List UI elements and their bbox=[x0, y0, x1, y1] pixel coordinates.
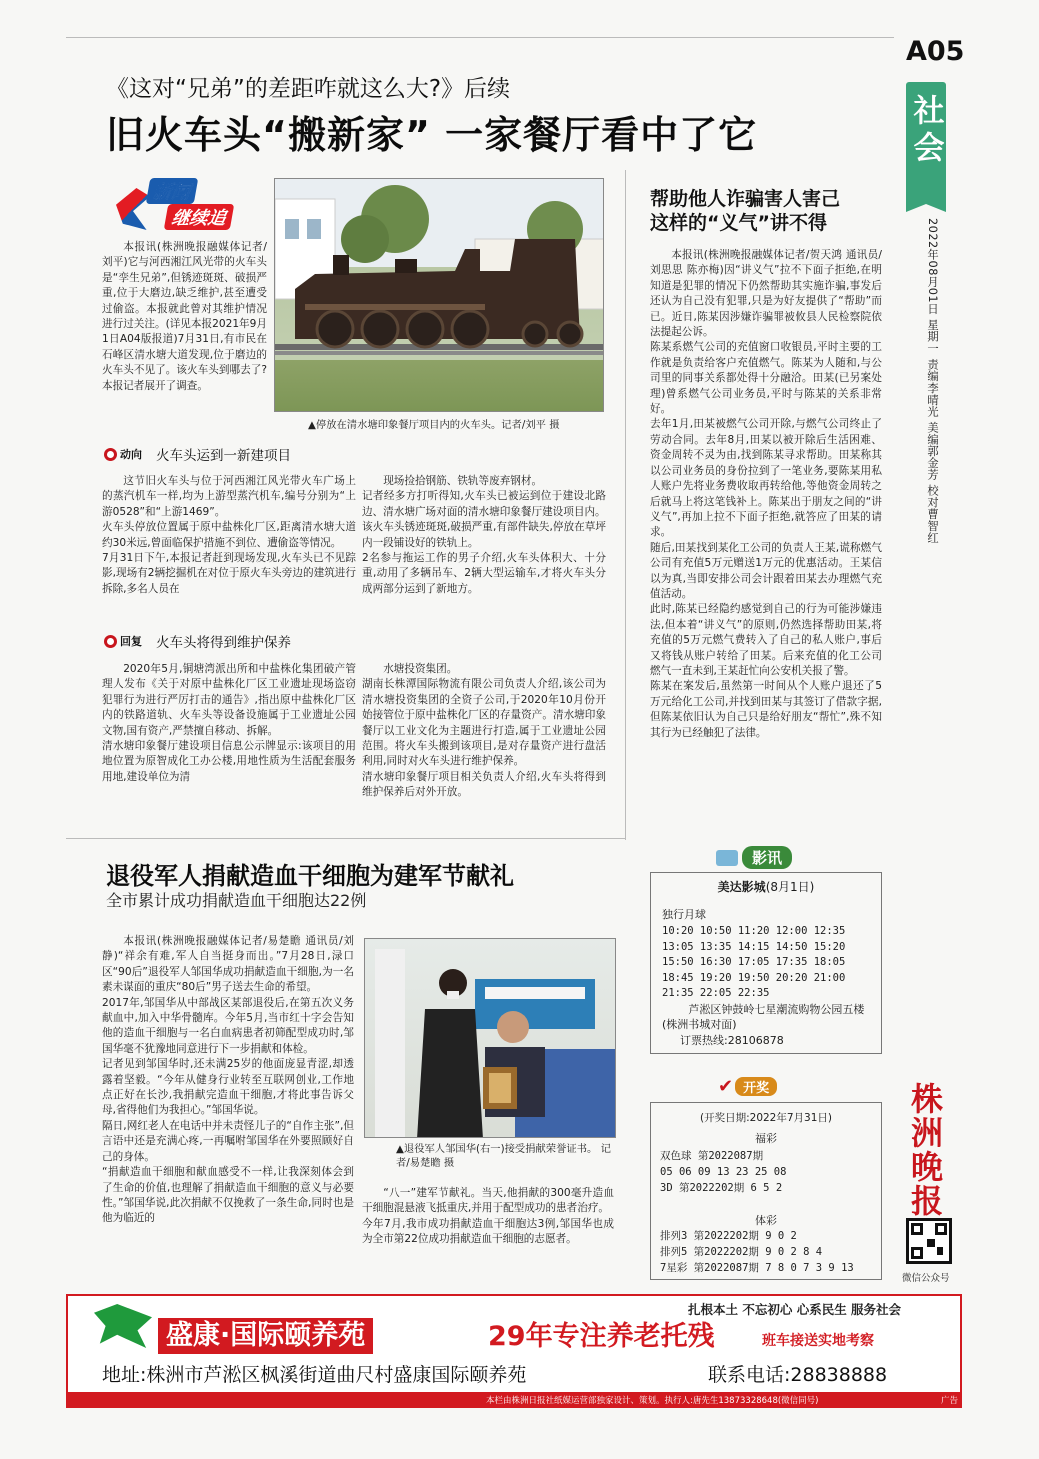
right-headline-1: 帮助他人诈骗害人害己 bbox=[650, 188, 841, 210]
ticai-line: 7星彩 第2022087期 7 8 0 7 3 9 13 bbox=[660, 1262, 854, 1274]
veteran-col2: “八一”建军节献礼。当天,他捐献的300毫升造血干细胞混悬液飞抵重庆,并用于配型成功的患者治疗。 今年7月,我市成功捐献造血干细胞达3例,邹国华也成为全市第22位成功捐献造血干细胞的志愿者。 bbox=[362, 1187, 614, 1246]
trend-badge bbox=[104, 446, 142, 462]
column-divider bbox=[625, 170, 626, 840]
cinema-name: 美达影城 bbox=[717, 880, 766, 894]
section-label: 社会 bbox=[907, 94, 944, 168]
ad-tag: 广告 bbox=[940, 1396, 958, 1406]
veteran-photo bbox=[364, 938, 616, 1138]
badge-line1: 新闻 bbox=[146, 178, 199, 204]
news-follow-badge bbox=[110, 176, 245, 236]
section-tab-tail bbox=[906, 204, 946, 212]
locomotive-illustration bbox=[275, 179, 604, 412]
checkmark-icon: ✔ bbox=[718, 1076, 734, 1097]
cinema-hotline: 订票热线:28106878 bbox=[680, 1034, 784, 1047]
subhead-trend bbox=[104, 444, 291, 464]
showtime-row: 15:50 16:30 17:05 17:35 18:05 bbox=[662, 956, 846, 968]
ad-address: 地址:株洲市芦淞区枫溪街道曲尺村盛康国际颐养苑 bbox=[102, 1364, 527, 1386]
veteran-headline: 退役军人捐献造血干细胞为建军节献礼 bbox=[106, 862, 514, 890]
right-headline-2: 这样的“义气”讲不得 bbox=[650, 212, 827, 234]
showtime-row: 18:45 19:20 19:50 20:20 21:00 bbox=[662, 971, 846, 984]
subhead-reply bbox=[104, 631, 291, 651]
ad-small: 班车接送实地考察 bbox=[762, 1333, 874, 1349]
showtime-row: 21:35 22:05 22:35 bbox=[662, 987, 770, 999]
ad-phone: 联系电话:28838888 bbox=[708, 1364, 888, 1386]
veteran-illustration bbox=[365, 939, 616, 1138]
fucai-lines bbox=[660, 1148, 786, 1196]
cinema-address: 芦淞区钟鼓岭七星潮流购物公园五楼(株洲书城对面) bbox=[662, 1003, 865, 1031]
fucai-title: 福彩 bbox=[755, 1132, 777, 1145]
cinema-name-line bbox=[650, 878, 882, 895]
trend-title: 火车头运到一新建项目 bbox=[156, 448, 291, 464]
lottery-tag bbox=[718, 1076, 777, 1097]
right-body: 本报讯(株洲晚报融媒体记者/贺天鸿 通讯员/刘思思 陈亦梅)因“讲义气”拉不下面子拒绝,在明知道是犯罪的情况下仍然帮助其实施诈骗,事发后还认为自己没有犯罪,只是为好友提供了“帮助”而已。近日,陈某因涉嫌诈骗罪被攸县人民检察院依法提起公诉。 陈某系燃气公司的充值窗口收银员,平时主要的工作就是负责给客户充值燃气。陈某为人随和,与公司里的同事关系都处得十分融洽。田某(已另案处理)曾系燃气公司业务员,平时与陈某的关系非常好。 去年1月,田某被燃气公司开除,与燃气公司终止了劳动合同。去年8月,田某以被开除后生活困难、资金周转不灵为由,找到陈某寻求帮助。田某称其以公司业务员的身份拉到了一笔业务,要陈某用私人账户先将业务费收取再转给他,等他资金周转之后就马上将这笔钱补上。陈某出于朋友之间的“讲义气”,再加上拉不下面子拒绝,就答应了田某的请求。 随后,田某找到某化工公司的负责人王某,谎称燃气公司有充值5万元赠送1万元的优惠活动。王某信以为真,当即安排公司会计跟着田某去办理燃气充值活动。 此时,陈某已经隐约感觉到自己的行为可能涉嫌违法,但本着“讲义气”的原则,仍然选择帮助田某,将充值的5万元燃气费转入了自己的私人账户,事后又将钱从账户转给了田某。后来充值的化工公司燃气一直未到,王某赶忙向公安机关报了警。 陈某在案发后,虽然第一时间从个人账户退还了5万元给化工公司,并找到田某与其签订了借款字据,但陈某依旧认为自己只是给好朋友“帮忙”,殊不知其行为已经触犯了法律。 bbox=[650, 249, 882, 739]
cinema-film: 独行月球 bbox=[662, 908, 706, 921]
badge-line2: 继续追 bbox=[164, 204, 235, 230]
cinema-tag bbox=[716, 846, 792, 869]
cinema-date: (8月1日) bbox=[765, 880, 815, 894]
locomotive-photo bbox=[274, 178, 604, 412]
paper-logo: 株洲晚报 bbox=[906, 1082, 944, 1218]
ticai-line: 排列3 第2022202期 9 0 2 bbox=[660, 1230, 797, 1242]
veteran-subhead: 全市累计成功捐献造血干细胞达22例 bbox=[106, 891, 367, 910]
lead-kicker: 《这对“兄弟”的差距咋就这么大?》后续 bbox=[106, 76, 511, 102]
lottery-date: (开奖日期:2022年7月31日) bbox=[700, 1112, 832, 1124]
red-circle-icon bbox=[104, 635, 117, 648]
showtime-row: 10:20 10:50 11:20 12:00 12:35 bbox=[662, 925, 846, 937]
ticai-lines bbox=[660, 1228, 854, 1276]
fucai-line: 05 06 09 13 23 25 08 bbox=[660, 1166, 787, 1178]
veteran-rule bbox=[66, 838, 626, 839]
reply-badge bbox=[104, 633, 142, 649]
cinema-tag-label: 影讯 bbox=[742, 846, 792, 869]
ticai-title: 体彩 bbox=[755, 1214, 777, 1227]
lottery-tag-label: 开奖 bbox=[735, 1077, 777, 1096]
lead-s2-col1: 2020年5月,铜塘湾派出所和中盐株化集团破产管理人发布《关于对原中盐株化厂区工业遗址现场盗窃犯罪行为进行严厉打击的通告》,指出原中盐株化厂区内的铁路道轨、火车头等设备设施属于工业遗址公园文物,国有资产,严禁擅自移动、拆解。 清水塘印象餐厅建设项目信息公示牌显示:该项目的用地位置为原智成化工办公楼,用地性质为生活配套服务用地,建设单位为清 bbox=[102, 663, 356, 783]
showtime-row: 13:05 13:35 14:15 14:50 15:20 bbox=[662, 940, 846, 953]
locomotive-photo-caption: ▲停放在清水塘印象餐厅项目内的火车头。记者/刘平 摄 bbox=[308, 419, 560, 431]
ticai-line: 排列5 第2022202期 9 0 2 8 4 bbox=[660, 1246, 823, 1258]
page-number: A05 bbox=[906, 36, 965, 67]
fucai-line: 3D 第2022202期 6 5 2 bbox=[660, 1182, 783, 1194]
trend-badge-label: 动向 bbox=[120, 448, 142, 461]
lead-s1-col1: 这节旧火车头与位于河西湘江风光带火车广场上的蒸汽机车一样,均为上游型蒸汽机车,编号分别为“上游0528”和“上游1469”。 火车头停放位置属于原中盐株化厂区,距离清水塘大道约30米远,曾面临保护措施不到位、遭偷盗等情况。 7月31日下午,本报记者赶到现场发现,火车头已不见踪影,现场有2辆挖掘机在对位于原火车头旁边的建筑进行拆除,多名人员在 bbox=[102, 475, 356, 595]
lead-intro: 本报讯(株洲晚报融媒体记者/刘平)它与河西湘江风光带的火车头是“孪生兄弟”,但锈迹斑斑、破损严重,位于大磨边,缺乏维护,甚至遭受过偷盗。本报就此曾对其维护情况进行过关注。(详见本报2021年9月1日A04版报道)7月31日,有市民在石峰区清水塘大道发现,位于磨边的火车头不见了。该火车头到哪去了?本报记者展开了调查。 bbox=[102, 241, 267, 392]
ad-brand: 盛康·国际颐养苑 bbox=[158, 1318, 373, 1354]
qr-code bbox=[906, 1218, 952, 1264]
veteran-photo-caption: ▲退役军人邹国华(右一)接受捐献荣誉证书。 记者/易楚瞻 摄 bbox=[396, 1143, 611, 1169]
veteran-col1: 本报讯(株洲晚报融媒体记者/易楚瞻 通讯员/刘静)“祥余有难,军人自当挺身而出。”7月28日,渌口区“90后”退役军人邹国华成功捐献造血干细胞,为一名素未谋面的重庆“80后”男子送去生命的希望。 2017年,邹国华从中部战区某部退役后,在第五次义务献血中,加入中华骨髓库。今年5月,当市红十字会告知他的造血干细胞与一名白血病患者初筛配型成功时,邹国华毫不犹豫地同意进行下一步捐献和体检。 记者见到邹国华时,还未满25岁的他面庞显青涩,却透露着坚毅。“今年从健身行业转至互联网创业,工作地点正好在长沙,我捐献完造血干细胞,才将此事告诉父母,省得他们为我担心。”邹国华说。 隔日,网红老人在电话中并未责怪儿子的“自作主张”,但言语中还是充满心疼,一再嘱咐邹国华在外要照顾好自己的身体。 “捐献造血干细胞和献血感受不一样,让我深刻体会到了生命的价值,也理解了捐献造血干细胞的意义与必要性。”邹国华说,此次捐献不仅挽救了一条生命,同时也是他为临近的 bbox=[102, 935, 354, 1225]
section-tab bbox=[906, 82, 946, 204]
reply-badge-label: 回复 bbox=[120, 635, 142, 648]
ad-footer-text: 本栏由株洲日报社纸媒运营部独家设计、策划。执行人:唐先生13873328648(微信同号) bbox=[486, 1396, 819, 1406]
fucai-line: 双色球 第2022087期 bbox=[660, 1150, 764, 1162]
lead-s1-col2: 现场捡拾钢筋、铁轨等废弃钢材。 记者经多方打听得知,火车头已被运到位于建设北路边、清水塘广场对面的清水塘印象餐厅建设项目内。 该火车头锈迹斑斑,破损严重,有部件缺失,停放在草坪内一段铺设好的铁轨上。 2名参与拖运工作的男子介绍,火车头体积大、十分重,动用了多辆吊车、2辆大型运输车,才将火车头分成两部分运到了新地方。 bbox=[362, 475, 606, 595]
cinema-times bbox=[662, 924, 845, 1002]
red-circle-icon bbox=[104, 448, 117, 461]
film-camera-icon bbox=[716, 850, 738, 866]
ad-footer bbox=[66, 1394, 962, 1408]
badge-arrow-icon bbox=[116, 188, 150, 230]
wechat-label: 微信公众号 bbox=[902, 1273, 950, 1284]
top-rule bbox=[66, 37, 894, 38]
ad-motto: 扎根本土 不忘初心 心系民生 服务社会 bbox=[688, 1302, 902, 1317]
lead-s2-col2: 水塘投资集团。 湖南长株潭国际物流有限公司负责人介绍,该公司为清水塘投资集团的全资子公司,于2020年10月份开始接管位于原中盐株化厂区的存量资产。清水塘印象餐厅以工业文化为主题进行打造,属于工业遗址公园范围。将火车头搬到该项目,是对存量资产进行盘活利用,同时对火车头进行维护保养。 清水塘印象餐厅项目相关负责人介绍,火车头将得到维护保养后对外开放。 bbox=[362, 663, 606, 799]
reply-title: 火车头将得到维护保养 bbox=[156, 635, 291, 651]
ad-banner bbox=[66, 1294, 962, 1394]
lead-headline: 旧火车头“搬新家” 一家餐厅看中了它 bbox=[106, 113, 758, 157]
ad-slogan: 29年专注养老托残 bbox=[488, 1321, 715, 1352]
date-editors: 2022年08月01日 星期一 责编李晴光 美编郭金芳 校对曹智红 bbox=[926, 218, 939, 544]
